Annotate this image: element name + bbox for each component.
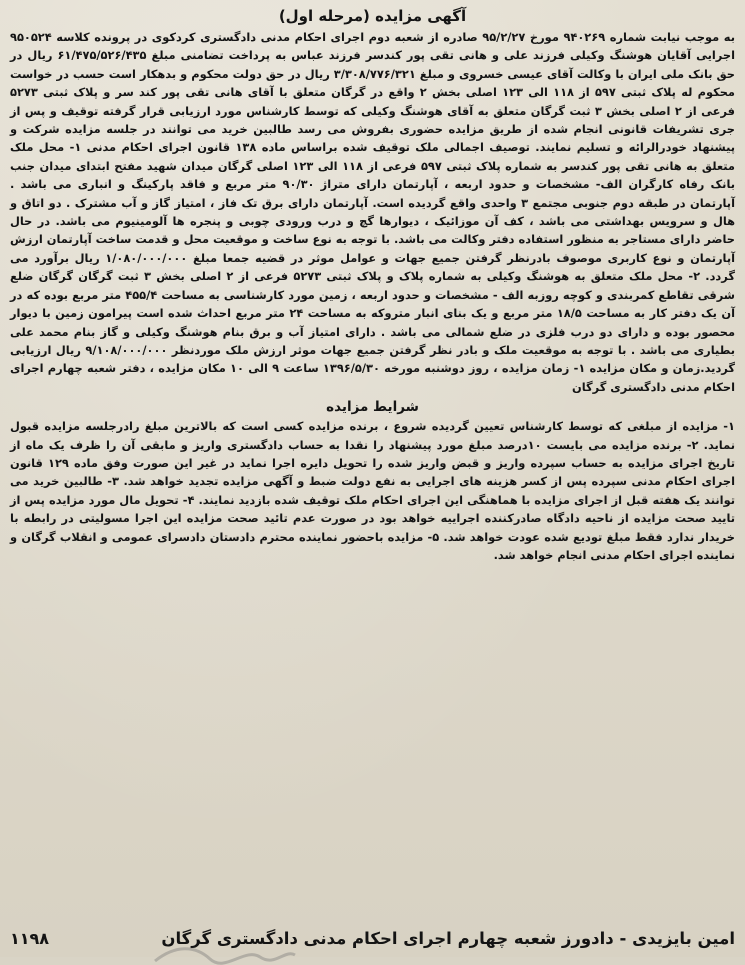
- conditions-text: ۱- مزایده از مبلغی که توسط کارشناس تعیین گردیده شروع ، برنده مزایده کسی است که بالاترین مبلغ رادرجلسه مزایده قبول نماید. ۲- برنده مزایده می بایست ۱۰درصد مبلغ مورد پیشنهاد را نقدا به حساب دادگستری واریز و مابقی آن را ظرف یک ماه از تاریخ اجرای مزایده به حساب سپرده واریز و قبض واریز شده را تحویل دایره اجرا نماید در غیر این صورت وفق ماده ۱۲۹ قانون اجرای احکام مدنی سپرده پس از کسر هزینه های اجرایی به نفع دولت ضبط و آگهی مزایده تجدید خواهد شد. ۳- طالبین خرید می توانند یک هفته قبل از اجرای مزایده با هماهنگی این اجرای احکام ملک توقیف شده بازدید نمایند. ۴- تحویل مال مورد مزایده پس از تایید صحت مزایده از ناحیه دادگاه صادرکننده اجراییه خواهد بود در صورت عدم تائید صحت مزایده این اجرا مسولیتی در رابطه با خریدار ندارد فقط مبلغ تودیع شده عودت خواهد شد. ۵- مزایده باحضور نماینده محترم دادستان دادسرای عمومی و انقلاب گرگان و نماینده اجرای احکام مدنی انجام خواهد شد.: [10, 419, 736, 562]
- notice-body: به موجب نیابت شماره ۹۴۰۲۶۹ مورخ ۹۵/۲/۲۷ صادره از شعبه دوم اجرای احکام مدنی دادگستری کردکوی در پرونده کلاسه ۹۵۰۵۲۴ اجرایی آقایان هوشنگ وکیلی فرزند علی و هانی تقی پور کندسر فرزند عباس به پرداخت تضامنی مبلغ ۶۱/۴۷۵/۵۲۶/۴۳۵ ریال در حق بانک ملی ایران با وکالت آقای عیسی خسروی و مبلغ ۳/۳۰۸/۷۷۶/۳۲۱ ریال در حق دولت محکوم و بدهکار است حسب در خواست محکوم له پلاک ثبتی ۵۹۷ از ۱۱۸ الی ۱۲۳ اصلی بخش ۲ واقع در گرگان متعلق با آقای هانی تقی پور کند سر و پلاک ثبتی ۵۲۷۳ فرعی از ۲ اصلی بخش ۳ ثبت گرگان متعلق به آقای هوشنگ وکیلی که توسط کارشناس مورد ارزیابی قرار گرفته توقیف و پس از جری تشریفات قانونی انجام شده از طریق مزایده حضوری بفروش می رسد طالبین خرید می توانند در جلسه مزایده شرکت و پیشنهاد خودرالرائه و تسلیم نمایند. توصیف اجمالی ملک توقیف شده براساس ماده ۱۳۸ قانون اجرای احکام مدنی ۱- محل ملک متعلق به هانی تقی پور کندسر به شماره پلاک ثبتی ۵۹۷ فرعی از ۱۱۸ الی ۱۲۳ اصلی گرگان میدان شهید مفتح ابتدای میدان جنب بانک رفاه کارگران الف- مشخصات و حدود اربعه ، آپارتمان دارای متراژ ۹۰/۳۰ متر مربع و فاقد پارکینگ و انباری می باشد . آپارتمان در طبقه دوم جنوبی مجتمع ۳ واحدی واقع گردیده است. آپارتمان دارای برق تک فاز ، امتیاز گاز و آب مشترک . دو اتاق و هال و سرویس بهداشتی می باشد ، کف آن موزائیک ، دیوارها گچ و درب ورودی چوبی و پنجره ها آلومینیوم می باشد. در حال حاضر دارای مستاجر به منظور استفاده دفتر وکالت می باشد. با توجه به نوع ساخت و موقعیت محل و قدمت ساخت آپارتمان ارزش آپارتمان و نوع کاربری موصوف بادرنظر گرفتن جمیع جهات و عوامل موثر در قضیه جمعا مبلغ ۱/۰۸۰/۰۰۰/۰۰۰ ریال برآورد می گردد. ۲- محل ملک متعلق به هوشنگ وکیلی به شماره پلاک و پلاک ثبتی ۵۲۷۳ فرعی از ۲ اصلی بخش ۳ ثبت گرگان گرگان ضلع شرقی تقاطع کمربندی و کوچه روزبه الف - مشخصات و حدود اربعه ، زمین مورد کارشناسی به مساحت ۴۵۵/۴ متر مربع بوده که در آن یک دفتر کار به مساحت ۱۸/۵ متر مربع و یک بنای انبار متروکه به مساحت ۲۴ متر مربع احداث شده است پیرامون زمین با دیوار محصور بوده و دارای دو درب فلزی در ضلع شمالی می باشد . دارای امتیاز آب و برق بنام هوشنگ وکیلی و گاز بنام محمد علی بطیاری می باشد . با توجه به موقعیت ملک و بادر نظر گرفتن جمیع جهات موثر ارزش ملک موردنظر ۹/۱۰۸/۰۰۰/۰۰۰ ریال ارزیابی گردید.زمان و مکان مزایده ۱- زمان مزایده ، روز دوشنبه مورخه ۱۳۹۶/۵/۳۰ ساعت ۹ الی ۱۰ مکان مزایده ، دفتر شعبه چهارم اجرای احکام مدنی دادگستری گرگان: [10, 30, 736, 394]
- notice-title: آگهی مزایده (مرحله اول): [278, 7, 467, 25]
- signature-line: [10, 927, 735, 951]
- stamp-mark: [150, 943, 300, 965]
- conditions-title: شرایط مزایده: [326, 399, 419, 416]
- notice-code: ۱۱۹۸: [10, 929, 50, 948]
- signature-text: امین بایزیدی - دادورز شعبه چهارم اجرای احکام مدنی دادگستری گرگان: [161, 929, 735, 948]
